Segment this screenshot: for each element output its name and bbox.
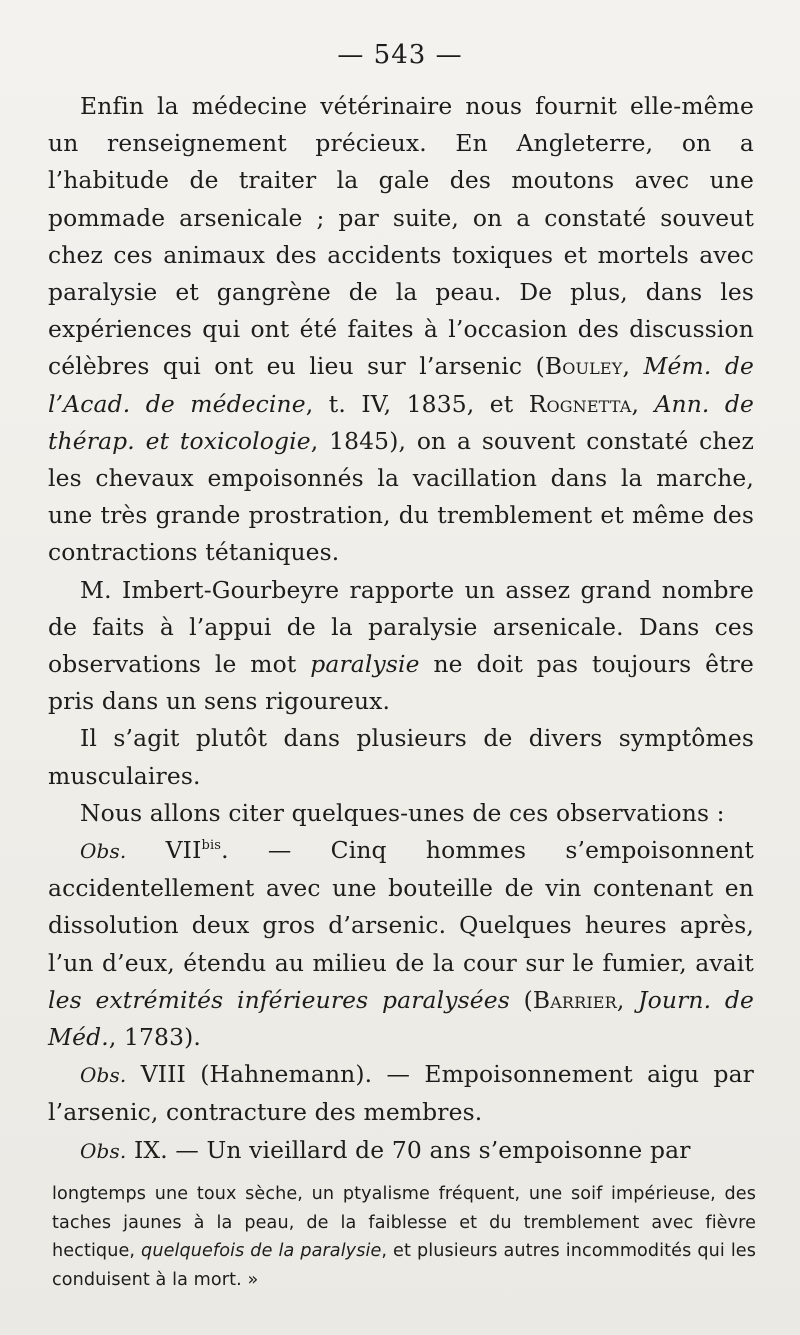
author-name: Bouley [544, 352, 623, 381]
author-name: Barrier [532, 985, 617, 1014]
text-run: M. Imbert-Gourbeyre rapporte un assez grand nombre de faits à l’appui de la paralysie arsenicale. Dans ces observations le mot [48, 575, 754, 679]
paragraph-imbert [48, 572, 754, 721]
citation-title: Ann. de thérap. et toxicologie [48, 389, 755, 455]
text-run: , [622, 352, 644, 381]
text-run: , [616, 985, 639, 1014]
text-run: , et plusieurs autres incommodités qui les conduisent à la mort. » [52, 1241, 757, 1290]
text-run: , 1783). [108, 1023, 201, 1052]
text-run: VIII (Hahnemann). — Empoisonnement aigu par l’arsenic, contracture des membres. [48, 1060, 754, 1127]
paragraph-veterinary [48, 88, 754, 572]
emphasis: les extrémités inférieures paralysées [48, 985, 510, 1014]
footnote-continuation [52, 1180, 756, 1294]
author-name: Rognetta [528, 389, 632, 418]
text-run: IX. — Un vieillard de 70 ans s’empoisonne par [126, 1135, 691, 1164]
text-run: ( [509, 985, 533, 1014]
note-paragraph [52, 1180, 756, 1294]
superscript: bis [201, 838, 222, 854]
obs-label: Obs. [80, 1063, 127, 1088]
text-run: longtemps une toux sèche, un ptyalisme fréquent, une soif impérieuse, des taches jaunes à la peau, de la faiblesse et du tremblement avec fièvre hectique, [52, 1184, 756, 1261]
text-run: , [631, 389, 655, 418]
citation-title: Journ. de Méd. [48, 985, 755, 1052]
observation-7bis [48, 832, 754, 1056]
emphasis: paralysie [310, 650, 420, 679]
paragraph-intro-observations: Nous allons citer quelques-unes de ces observations : [80, 798, 725, 827]
emphasis: quelquefois de la paralysie [141, 1241, 382, 1261]
obs-label: Obs. [80, 839, 127, 864]
text-run: , t. IV, 1835, et [305, 389, 529, 418]
observation-9 [48, 1132, 754, 1170]
text-run: . — Cinq hommes s’empoisonnent accidentellement avec une bouteille de vin contenant en dissolution deux gros d’arsenic. Quelques heures après, l’un d’eux, étendu au milieu de la cour sur le fumier, avait [48, 836, 754, 977]
obs-number: VII [126, 836, 202, 865]
text-run: Enfin la médecine vétérinaire nous fournit elle-même un renseignement précieux. En Angleterre, on a l’habitude de traiter la gale des moutons avec une pommade arsenicale ; par suite, on a constaté souveut chez ces animaux des accidents toxiques et mortels avec paralysie et gangrène de la peau. De plus, dans les expériences qui ont été faites à l’occasion des discussion célèbres qui ont eu lieu sur l’arsenic ( [48, 92, 754, 381]
text-run: ne doit pas toujours être pris dans un sens rigoureux. [48, 650, 754, 716]
observation-8 [48, 1056, 754, 1131]
paragraph-symptoms: Il s’agit plutôt dans plusieurs de divers symptômes musculaires. [48, 724, 754, 790]
obs-label: Obs. [80, 1138, 127, 1163]
citation-title: Mém. de l’Acad. de médecine [48, 352, 754, 418]
text-run: , 1845), on a souvent constaté chez les chevaux empoisonnés la vacillation dans la marche, une très grande prostration, du tremblement et même des contractions tétaniques. [48, 426, 754, 567]
page-number: — 543 — [337, 40, 463, 70]
main-text [48, 88, 754, 1170]
